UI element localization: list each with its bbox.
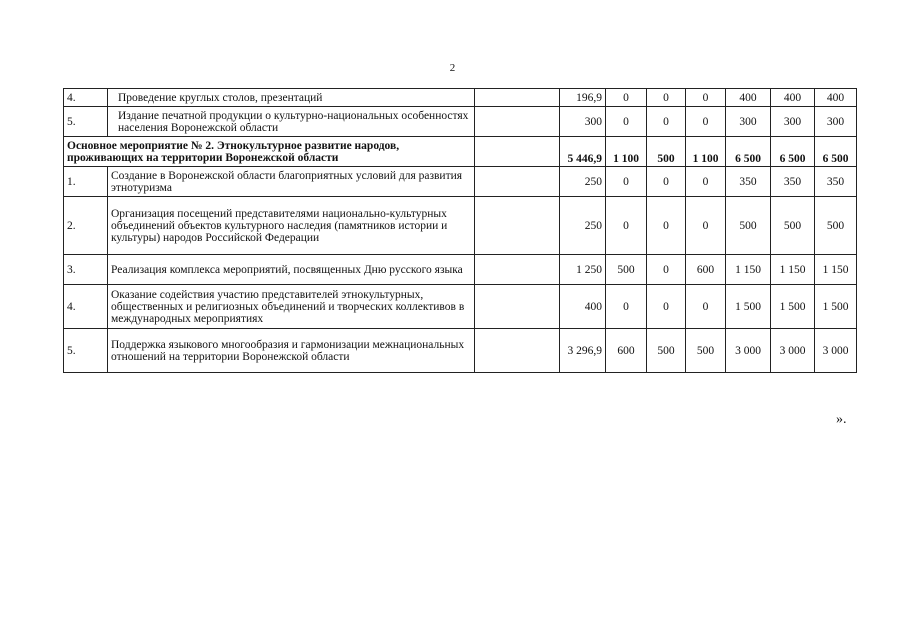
value-cell: 1 150 — [726, 255, 771, 285]
section-row — [64, 137, 857, 167]
value-cell: 0 — [686, 167, 726, 197]
value-cell: 1 500 — [726, 285, 771, 329]
row-number: 4. — [64, 285, 108, 329]
activity-name: Издание печатной продукции о культурно-национальных особенностях населения Воронежской области — [108, 107, 475, 137]
table-row — [64, 197, 857, 255]
value-cell: 250 — [560, 167, 606, 197]
value-cell: 0 — [686, 197, 726, 255]
value-cell: 0 — [647, 167, 686, 197]
value-cell: 6 500 — [815, 137, 857, 167]
blank-cell — [475, 167, 560, 197]
value-cell: 196,9 — [560, 89, 606, 107]
value-cell: 0 — [606, 89, 647, 107]
value-cell: 500 — [606, 255, 647, 285]
value-cell: 1 500 — [815, 285, 857, 329]
activity-name: Создание в Воронежской области благоприятных условий для развития этнотуризма — [108, 167, 475, 197]
value-cell: 500 — [726, 197, 771, 255]
value-cell: 400 — [726, 89, 771, 107]
value-cell: 350 — [726, 167, 771, 197]
row-number: 1. — [64, 167, 108, 197]
blank-cell — [475, 329, 560, 373]
activity-name: Оказание содействия участию представителей этнокультурных, общественных и религиозных объединений и творческих коллективов в международных мероприятиях — [108, 285, 475, 329]
value-cell: 0 — [686, 285, 726, 329]
activity-name: Организация посещений представителями национально-культурных объединений объектов культурного наследия (памятников истории и культуры) народов Российской Федерации — [108, 197, 475, 255]
value-cell: 0 — [647, 197, 686, 255]
value-cell: 500 — [815, 197, 857, 255]
value-cell: 600 — [606, 329, 647, 373]
value-cell: 500 — [686, 329, 726, 373]
table-row — [64, 255, 857, 285]
activity-name: Реализация комплекса мероприятий, посвященных Дню русского языка — [108, 255, 475, 285]
value-cell: 400 — [815, 89, 857, 107]
value-cell: 300 — [771, 107, 815, 137]
value-cell: 1 100 — [606, 137, 647, 167]
value-cell: 1 150 — [771, 255, 815, 285]
row-number: 5. — [64, 329, 108, 373]
value-cell: 0 — [647, 89, 686, 107]
table-row — [64, 107, 857, 137]
value-cell: 300 — [815, 107, 857, 137]
value-cell: 6 500 — [771, 137, 815, 167]
value-cell: 3 296,9 — [560, 329, 606, 373]
page-number: 2 — [449, 62, 456, 74]
value-cell: 0 — [647, 255, 686, 285]
row-number: 3. — [64, 255, 108, 285]
row-number: 4. — [64, 89, 108, 107]
value-cell: 1 100 — [686, 137, 726, 167]
value-cell: 500 — [647, 137, 686, 167]
section-title: Основное мероприятие № 2. Этнокультурное развитие народов, проживающих на территории Воронежской области — [64, 137, 475, 167]
value-cell: 300 — [726, 107, 771, 137]
value-cell: 5 446,9 — [560, 137, 606, 167]
value-cell: 600 — [686, 255, 726, 285]
value-cell: 6 500 — [726, 137, 771, 167]
value-cell: 0 — [606, 107, 647, 137]
value-cell: 0 — [606, 285, 647, 329]
row-number: 5. — [64, 107, 108, 137]
value-cell: 0 — [606, 167, 647, 197]
value-cell: 3 000 — [771, 329, 815, 373]
value-cell: 1 500 — [771, 285, 815, 329]
value-cell: 0 — [647, 285, 686, 329]
blank-cell — [475, 255, 560, 285]
table-row — [64, 285, 857, 329]
value-cell: 350 — [815, 167, 857, 197]
value-cell: 3 000 — [815, 329, 857, 373]
blank-cell — [475, 197, 560, 255]
blank-cell — [475, 107, 560, 137]
value-cell: 250 — [560, 197, 606, 255]
value-cell: 0 — [606, 197, 647, 255]
activity-name: Поддержка языкового многообразия и гармонизации межнациональных отношений на территории Воронежской области — [108, 329, 475, 373]
value-cell: 500 — [647, 329, 686, 373]
blank-cell — [475, 285, 560, 329]
value-cell: 350 — [771, 167, 815, 197]
value-cell: 1 250 — [560, 255, 606, 285]
value-cell: 3 000 — [726, 329, 771, 373]
value-cell: 500 — [771, 197, 815, 255]
value-cell: 400 — [560, 285, 606, 329]
value-cell: 0 — [686, 89, 726, 107]
activity-name: Проведение круглых столов, презентаций — [108, 89, 475, 107]
blank-cell — [475, 137, 560, 167]
budget-table — [63, 88, 857, 373]
blank-cell — [475, 89, 560, 107]
value-cell: 300 — [560, 107, 606, 137]
table-body — [64, 89, 857, 373]
table-row — [64, 89, 857, 107]
table-row — [64, 167, 857, 197]
table-row — [64, 329, 857, 373]
value-cell: 400 — [771, 89, 815, 107]
value-cell: 0 — [647, 107, 686, 137]
value-cell: 0 — [686, 107, 726, 137]
value-cell: 1 150 — [815, 255, 857, 285]
closing-quote-mark: ». — [836, 412, 847, 427]
row-number: 2. — [64, 197, 108, 255]
